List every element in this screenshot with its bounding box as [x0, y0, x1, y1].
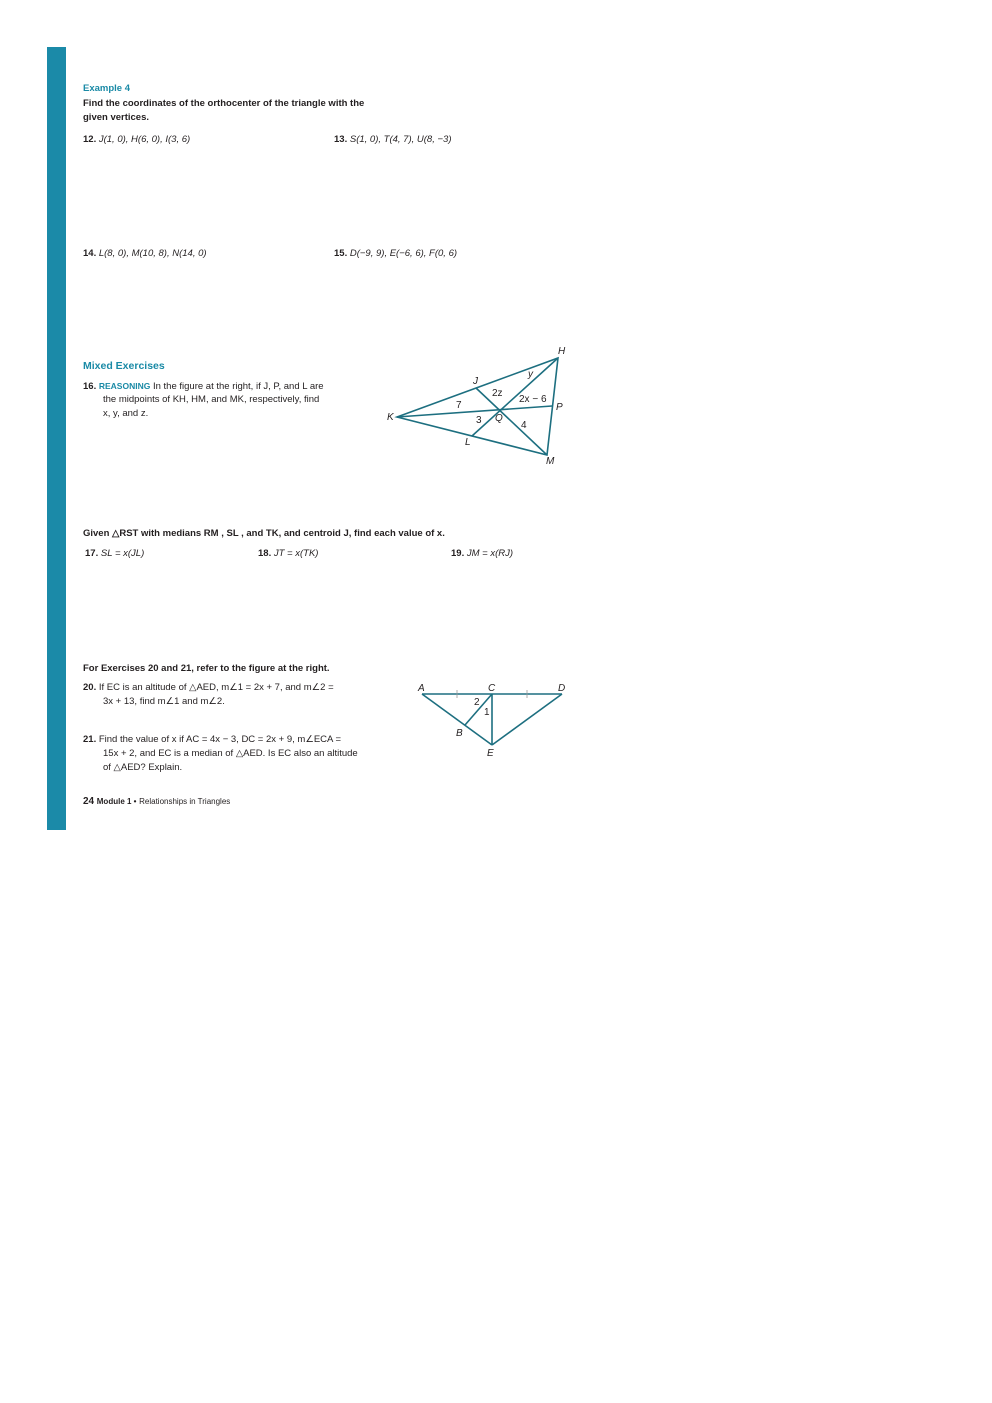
- exercise-16-text-2: the midpoints of KH, HM, and MK, respectively, find: [103, 394, 320, 405]
- example-label: Example 4: [83, 83, 130, 94]
- instruction-line-2: given vertices.: [83, 112, 150, 123]
- label-3: 3: [476, 415, 482, 426]
- label-4: 4: [521, 420, 527, 431]
- label-l: L: [465, 437, 471, 448]
- label-2z: 2z: [492, 388, 503, 399]
- exercise-16-number: 16.: [83, 381, 97, 392]
- exercise-15-number: 15.: [334, 248, 348, 259]
- exercise-13-text: S(1, 0), T(4, 7), U(8, −3): [349, 134, 452, 145]
- exercise-13-number: 13.: [334, 134, 348, 145]
- exercise-20-number: 20.: [83, 682, 97, 693]
- label-q: Q: [495, 413, 503, 424]
- triangle-khm-figure: [380, 340, 580, 470]
- exercise-20-text-1: If EC is an altitude of △AED, m∠1 = 2x + 7, and m∠2 =: [98, 682, 334, 693]
- exercise-18-number: 18.: [258, 548, 272, 559]
- medians-intro: Given △RST with medians RM , SL , and TK, and centroid J, find each value of x.: [83, 528, 445, 539]
- exercise-17-number: 17.: [85, 548, 99, 559]
- exercise-20-text-2: 3x + 13, find m∠1 and m∠2.: [103, 696, 225, 707]
- label-angle-1: 1: [484, 707, 490, 718]
- label-b: B: [456, 728, 463, 739]
- label-p: P: [556, 402, 563, 413]
- reasoning-tag: REASONING: [98, 381, 151, 391]
- exercise-19-number: 19.: [451, 548, 465, 559]
- exercises-20-21-intro: For Exercises 20 and 21, refer to the figure at the right.: [83, 663, 330, 674]
- exercise-12: [83, 134, 190, 145]
- exercise-21-line-1: [83, 734, 341, 745]
- exercise-14-number: 14.: [83, 248, 97, 259]
- exercise-15-text: D(−9, 9), E(−6, 6), F(0, 6): [349, 248, 458, 259]
- page-number: 24: [83, 796, 95, 807]
- page-footer: [83, 796, 230, 807]
- exercise-14: [83, 248, 207, 259]
- exercise-14-text: L(8, 0), M(10, 8), N(14, 0): [98, 248, 207, 259]
- exercise-21-text-3: of △AED? Explain.: [103, 762, 183, 773]
- label-m: M: [546, 456, 555, 467]
- exercise-21-text-2: 15x + 2, and EC is a median of △AED. Is EC also an altitude: [103, 748, 358, 759]
- label-7: 7: [456, 400, 462, 411]
- footer-module: Module 1 •: [96, 797, 137, 806]
- exercise-16-text-3: x, y, and z.: [103, 408, 149, 419]
- label-c: C: [488, 683, 496, 694]
- exercise-21-text-1: Find the value of x if AC = 4x − 3, DC = 2x + 9, m∠ECA =: [98, 734, 342, 745]
- exercise-18: [258, 548, 318, 559]
- label-h: H: [558, 346, 566, 357]
- exercise-19: [451, 548, 513, 559]
- exercise-21-number: 21.: [83, 734, 97, 745]
- instruction-line-1: Find the coordinates of the orthocenter of the triangle with the: [83, 98, 365, 109]
- label-d: D: [558, 683, 566, 694]
- exercise-16-line-1: [83, 381, 324, 392]
- label-j: J: [473, 376, 478, 387]
- label-angle-2: 2: [474, 697, 480, 708]
- label-k: K: [387, 412, 394, 423]
- label-e: E: [487, 748, 494, 759]
- exercise-17-text: SL = x(JL): [100, 548, 145, 559]
- label-a: A: [418, 683, 425, 694]
- exercise-18-text: JT = x(TK): [273, 548, 319, 559]
- segment-de: [492, 694, 562, 745]
- mixed-exercises-heading: Mixed Exercises: [83, 360, 165, 372]
- triangle-aed-figure: [410, 678, 580, 763]
- label-y: y: [528, 369, 533, 380]
- exercise-19-text: JM = x(RJ): [466, 548, 514, 559]
- side-accent-bar: [47, 47, 66, 830]
- label-2x-6: 2x − 6: [519, 394, 547, 405]
- exercise-12-number: 12.: [83, 134, 97, 145]
- exercise-15: [334, 248, 457, 259]
- exercise-16-text-1: In the figure at the right, if J, P, and L are: [152, 381, 324, 392]
- exercise-13: [334, 134, 451, 145]
- exercise-20-line-1: [83, 682, 334, 693]
- exercise-12-text: J(1, 0), H(6, 0), I(3, 6): [98, 134, 191, 145]
- exercise-17: [85, 548, 144, 559]
- footer-title: Relationships in Triangles: [139, 797, 231, 806]
